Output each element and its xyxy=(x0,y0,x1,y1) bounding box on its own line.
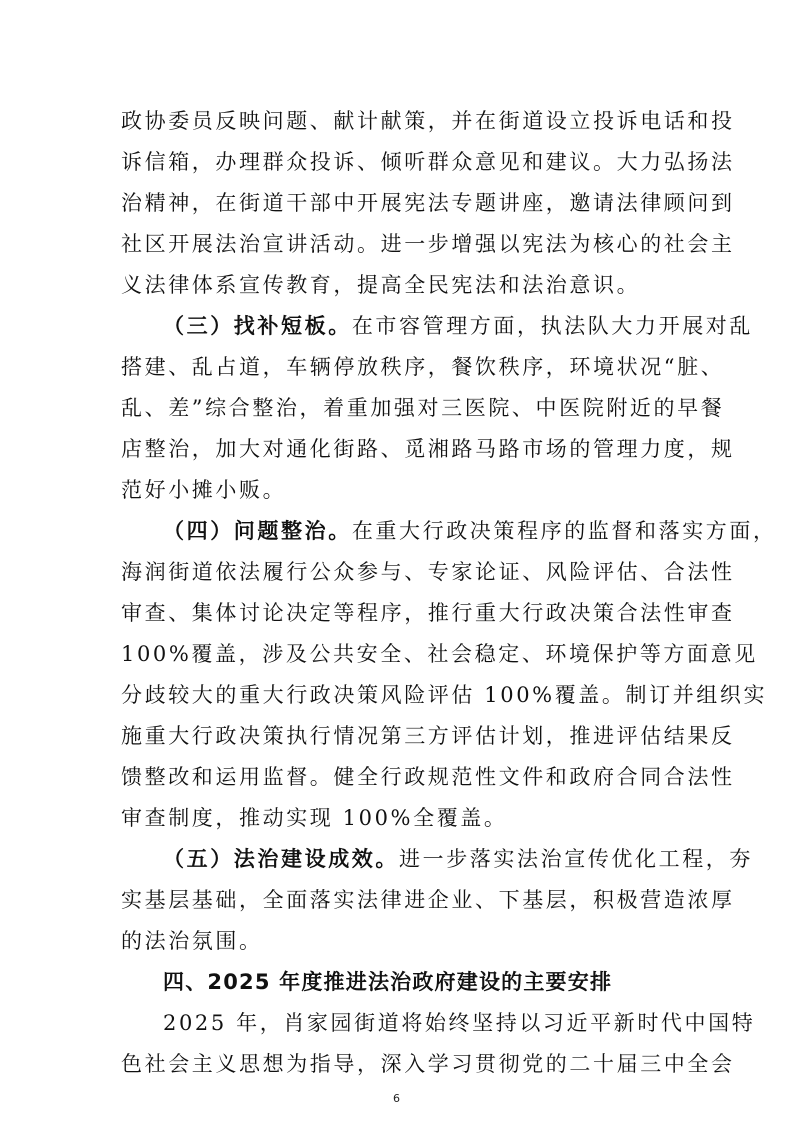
body-line: 治精神，在街道干部中开展宪法专题讲座，邀请法律顾问到 xyxy=(121,191,735,215)
subsection-first-line xyxy=(163,313,753,339)
body-line: 审查制度，推动实现 100%全覆盖。 xyxy=(121,806,508,830)
body-line: 色社会主义思想为指导，深入学习贯彻党的二十届三中全会 xyxy=(121,1052,735,1076)
body-line: 政协委员反映问题、献计献策，并在街道设立投诉电话和投 xyxy=(121,109,735,133)
body-line: 分歧较大的重大行政决策风险评估 100%覆盖。制订并组织实 xyxy=(121,683,768,707)
body-line: 100%覆盖，涉及公共安全、社会稳定、环境保护等方面意见 xyxy=(121,642,758,666)
body-line: 乱、差”综合整治，着重加强对三医院、中医院附近的早餐 xyxy=(121,396,725,420)
body-line: 2025 年，肖家园街道将始终坚持以习近平新时代中国特 xyxy=(163,1011,756,1035)
body-line: 范好小摊小贩。 xyxy=(121,478,287,502)
subsection-first-line xyxy=(163,518,777,544)
subsection-first-line xyxy=(163,846,753,872)
subsection-title: （五）法治建设成效。 xyxy=(163,847,399,871)
body-line: 海润街道依法履行公众参与、专家论证、风险评估、合法性 xyxy=(121,560,735,584)
subsection-title: （四）问题整治。 xyxy=(163,519,352,543)
body-line: 审查、集体讨论决定等程序，推行重大行政决策合法性审查 xyxy=(121,601,735,625)
body-line: 诉信箱，办理群众投诉、倾听群众意见和建议。大力弘扬法 xyxy=(121,150,735,174)
body-line: 实基层基础，全面落实法律进企业、下基层，积极营造浓厚 xyxy=(121,888,735,912)
subsection-text: 在重大行政决策程序的监督和落实方面， xyxy=(351,519,777,543)
body-line: 搭建、乱占道，车辆停放秩序，餐饮秩序，环境状况“脏、 xyxy=(121,355,725,379)
body-line: 馈整改和运用监督。健全行政规范性文件和政府合同合法性 xyxy=(121,765,735,789)
subsection-text: 进一步落实法治宣传优化工程，夯 xyxy=(399,847,753,871)
body-line: 社区开展法治宣讲活动。进一步增强以宪法为核心的社会主 xyxy=(121,232,735,256)
body-line: 施重大行政决策执行情况第三方评估计划，推进评估结果反 xyxy=(121,724,735,748)
subsection-text: 在市容管理方面，执法队大力开展对乱 xyxy=(351,314,754,338)
subsection-title: （三）找补短板。 xyxy=(163,314,352,338)
body-line: 店整治，加大对通化街路、觅湘路马路市场的管理力度，规 xyxy=(121,437,735,461)
section-heading: 四、2025 年度推进法治政府建设的主要安排 xyxy=(163,970,613,994)
body-line: 义法律体系宣传教育，提高全民宪法和法治意识。 xyxy=(121,273,641,297)
body-line: 的法治氛围。 xyxy=(121,929,263,953)
page-number: 6 xyxy=(393,1092,400,1105)
